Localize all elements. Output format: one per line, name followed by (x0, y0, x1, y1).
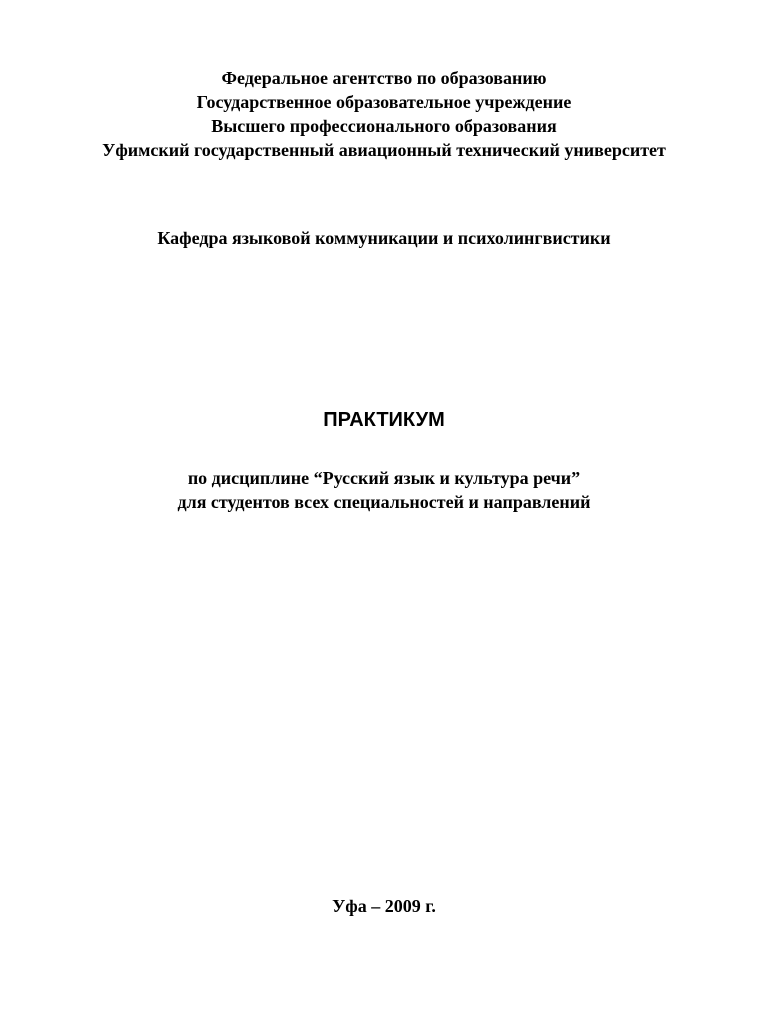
city-year (0, 894, 768, 918)
header-line-education-level: Высшего профессионального образования (211, 116, 557, 136)
document-title (0, 408, 768, 432)
document-subtitle (0, 466, 768, 514)
department-line: Кафедра языковой коммуникации и психолингвистики (157, 228, 611, 248)
header-line-university: Уфимский государственный авиационный технический университет (102, 140, 666, 160)
department-name (0, 226, 768, 250)
subtitle-line-discipline: по дисциплине “Русский язык и культура речи” (187, 468, 581, 488)
city-year-text: Уфа – 2009 г. (332, 896, 436, 916)
subtitle-line-audience: для студентов всех специальностей и направлений (177, 492, 591, 512)
organization-header (0, 66, 768, 162)
header-line-agency: Федеральное агентство по образованию (221, 68, 547, 88)
title-text: ПРАКТИКУМ (323, 409, 445, 431)
header-line-institution: Государственное образовательное учреждение (196, 92, 572, 112)
